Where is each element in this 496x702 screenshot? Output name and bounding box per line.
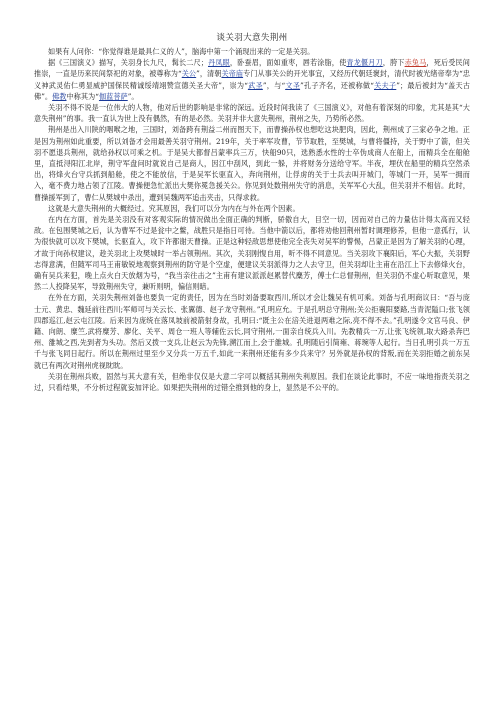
paragraph-text: 如果有人问你：“你觉得谁是最具仁义的人”，脑海中第一个涌现出来的一定是关羽。 [48,47,315,56]
paragraph [34,46,470,57]
paragraph-text: ，胯下 [382,58,405,68]
hyperlink[interactable]: 丹凤眼 [208,58,230,68]
paragraph [34,214,470,292]
hyperlink[interactable]: 文圣 [285,80,301,90]
hyperlink[interactable]: 赤兔马 [404,58,427,68]
document-title: 谈关羽大意失荆州 [216,33,288,43]
paragraph-text: ”，与“ [262,80,286,90]
paragraph [34,371,470,393]
paragraph [34,203,470,214]
paragraph-text: 在外在方面，关羽失荆州刘备也要负一定的责任，因为在当时刘备要取西川,所以才会让魏吴有机可乘。刘备与孔明商议曰：“吾与庞士元、黄忠、魏延前往西川;军师可与关云长、张翼德、赵子龙守荆州。”孔明应允。于是孔明总守荆州;关公拒襄阳要路,当青泥隘口;张飞领四郡巡江,赵云屯江陵。后来因为庞统在落凤坡前被箭射身故，孔明曰:“既主公在涪关进退两难之际,亮不得不去。”孔明遂令文官马良、伊籍、向朗、糜竺,武将糜芳、廖化、关平、周仓一班人等辅佐云长,同守荆州,一面亲自统兵入川。先教精兵一万,让张飞统领,取大路杀奔巴州、雒城之西,先到者为头功。然后又拨一支兵,让赵云为先锋,溯江而上,会于雒城。孔明随后引简雍、蒋琬等人起行。当日孔明引兵一万五千与张飞同日起行。所以在荆州过里至少又分兵一万五千,如此一来荆州还能有多少兵来守？另外就是孙权的背叛,而在关羽拒婚之前东吴就已有两次对荆州虎视眈眈。 [34,293,470,370]
document-body [34,46,470,393]
paragraph-text: ”；最后被封为“盖天古佛”。 [34,80,470,101]
paragraph-text: 这就是大意失荆州的大概经过。究其原因，我们可以分为内在与外在两个因素。 [48,203,300,213]
paragraph-text: ”，清朝 [196,69,222,79]
paragraph-text: 荆州是出入川陕的咽喉之地，三国时，刘备跨有荆益二州而图天下，而曹操孙权也想吃这块肥肉，因此，荆州成了三家必争之地。正是因为荆州如此重要，所以刘备才会用最善关羽守荆州。219年，关于率军攻曹，节节取胜，至樊城，与曹将僵持，关于野中了箭，但关羽不愿退兵荆州，就给孙权以可乘之机。于是吴大都督吕蒙率兵三万，快船90只，选熟悉水性的士卒伪成商人在船上，而精兵全在船舱里，直抵浔阳江北岸，荆守军盘问时就说自己是商人，因江中刮风，到此一躲，并将财务分送给守军。半夜，埋伏在船里的精兵空然杀出，将烽火台守兵抓到船舱，使之不能放信，于是吴军长驱直入，奔向荆州，让俘虏的关于士兵去叫开城门，等城门一开，吴军一拥而入，毫不费力地占领了江陵。曹操便急忙派出大樊你冕急援关公。你见到处数荆州失守的消息，关军军心大乱，但关羽并不相信。此时，曹操援军到了，曹仁从樊城中杀出，遭到吴魏两军追击夹击，只得求救。 [34,125,470,202]
hyperlink[interactable]: 佛教 [52,91,67,101]
paragraph [34,124,470,202]
paragraph-text: ，卧蚕眉，面如重枣，唇若涂脂，使 [229,58,347,68]
paragraph-text: 在内在方面，首先是关羽没有对客观实际的情况做出全面正确的判断，骄傲自大，目空一切，因而对自己的力量估计得太高而又轻敌。在包围樊城之后，认为曹军不过是瓮中之鳖，战胜只是指日可待。当他中箭以后，都将劝他回荆州暂时调理修养，但他一意孤行，认为很快就可以攻下樊城，长驱直入，攻下许都谢天曹操。正是这种轻敌思想使他完全丧失对吴军的警惕，吕蒙正是因为了解关羽的心理，才故于向孙权建议，趁关羽北上攻樊城时一举占领荆州。其次，关羽刚愎自用，听不得不同意见。当关羽攻下襄阳后，军心大振，关羽野志得意满，但随军司马王甫敏锐地观察到荆州的防守是个空虚，便建议关羽派得力之人去守卫，但关羽却让主甫在沿江上下去修烽火台，确有吴兵来犯，晚上点火白天放烟为号，“我当亲往击之”主甫有建议派派赵累替代麋芳，傅士仁总督荆州，但关羽仍不虚心听取意见，果然二人投降吴军，导致荆州失守，兼听则明，偏信则暗。 [34,215,470,292]
paragraph [34,102,470,124]
paragraph-text: 关羽不得不说是一位伟大的人物，他对后世的影响是非常的深远。近段时间我读了《三国演义》，对他有着深刻的印象，尤其是其“大意失荆州”的事。我一直认为世上没有偶然，有的是必然。关羽并非大意失荆州，荆州之失，乃势所必然。 [34,103,470,124]
hyperlink[interactable]: 伽蓝菩萨 [98,91,128,101]
hyperlink[interactable]: 关公 [181,69,197,79]
hyperlink[interactable]: 关夫子 [373,80,397,90]
hyperlink[interactable]: 青龙偃月刀 [346,58,383,68]
paragraph-text: 专门从事关公的开光事宜，又经历代朝廷褒封，清代时被光绪帝奉为“忠义神武灵佑仁勇显威护国保民精诚绥靖翊赞宣德关圣大帝”，崇为“ [34,69,470,90]
paragraph-text: ，死后受民间推崇，一直是历来民间祭祀的对象，被尊称为“ [34,58,470,79]
paragraph-text: ”孔子齐名，还被称做“ [300,80,374,90]
paragraph-text: ”。 [127,91,139,101]
paragraph-text: 关羽在荆州兵败，固然与其大意有关，但绝非仅仅是大意二字可以概括其荆州失利原因。我们在谈论此事时，不应一味地指责关羽之过，只看结果，不分析过程就妄加评论。如果把失荆州的过错全推到他的身上，显然是不公平的。 [34,371,470,393]
paragraph-text: 中称其为“ [66,91,99,101]
paragraph [34,292,470,370]
paragraph-text: 据《三国演义》描写，关羽身长九尺，髯长二尺； [48,58,208,68]
paragraph [34,57,470,102]
hyperlink[interactable]: 关帝庙 [221,69,244,79]
hyperlink[interactable]: 武圣 [247,80,263,90]
